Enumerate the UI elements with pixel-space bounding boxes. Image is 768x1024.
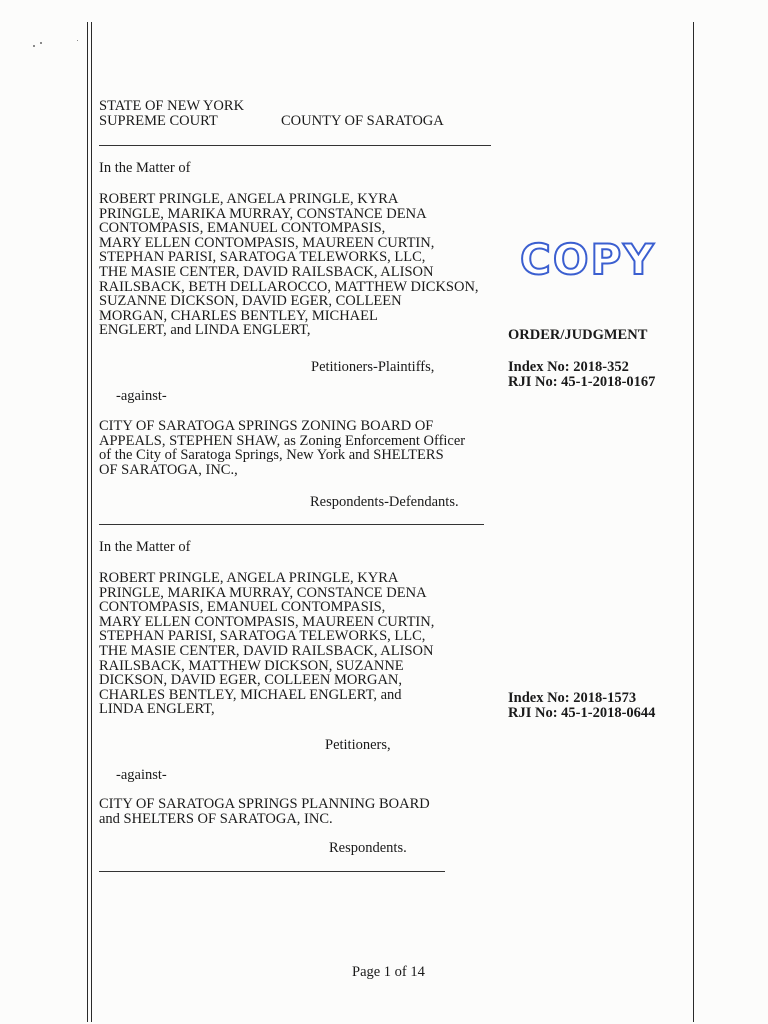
scan-speck bbox=[33, 45, 35, 47]
case1-against: -against- bbox=[116, 388, 167, 404]
caption-divider-middle bbox=[99, 524, 484, 525]
case2-petitioners-line: MARY ELLEN CONTOMPASIS, MAUREEN CURTIN, bbox=[99, 613, 435, 630]
case1-petitioners-line: THE MASIE CENTER, DAVID RAILSBACK, ALISON bbox=[99, 263, 434, 280]
case2-petitioners-line: DICKSON, DAVID EGER, COLLEEN MORGAN, bbox=[99, 672, 403, 689]
case1-rji-number: RJI No: 45-1-2018-0167 bbox=[508, 374, 656, 390]
case2-petitioners-line: THE MASIE CENTER, DAVID RAILSBACK, ALISON bbox=[99, 642, 434, 659]
scan-speck bbox=[77, 40, 78, 41]
case2-petitioners-line: STEPHAN PARISI, SARATOGA TELEWORKS, LLC, bbox=[99, 628, 426, 645]
case1-petitioners-line: SUZANNE DICKSON, DAVID EGER, COLLEEN bbox=[99, 293, 402, 310]
case1-respondents-line: of the City of Saratoga Springs, New York and SHELTERS bbox=[99, 447, 444, 464]
case2-respondents-block bbox=[99, 797, 430, 826]
case1-petitioners-role: Petitioners-Plaintiffs, bbox=[311, 359, 435, 375]
case2-petitioners-block bbox=[99, 571, 434, 717]
case1-respondents-line: OF SARATOGA, INC., bbox=[99, 461, 238, 478]
caption-divider-top bbox=[99, 145, 491, 146]
case2-respondents-role: Respondents. bbox=[329, 840, 407, 856]
case2-petitioners-line: LINDA ENGLERT, bbox=[99, 701, 215, 718]
county-heading: COUNTY OF SARATOGA bbox=[281, 113, 444, 129]
case1-index-number: Index No: 2018-352 bbox=[508, 359, 629, 375]
case1-petitioners-line: MORGAN, CHARLES BENTLEY, MICHAEL bbox=[99, 307, 378, 324]
case2-petitioners-line: RAILSBACK, MATTHEW DICKSON, SUZANNE bbox=[99, 657, 404, 674]
case1-petitioners-block bbox=[99, 192, 479, 338]
case1-respondents-line: CITY OF SARATOGA SPRINGS ZONING BOARD OF bbox=[99, 418, 434, 434]
case1-petitioners-line: CONTOMPASIS, EMANUEL CONTOMPASIS, bbox=[99, 220, 386, 237]
right-margin-rule bbox=[693, 22, 694, 1022]
copy-stamp: COPY bbox=[520, 235, 656, 284]
left-margin-rule-inner bbox=[91, 22, 92, 1022]
state-heading: STATE OF NEW YORK bbox=[99, 98, 245, 114]
left-margin-rule bbox=[87, 22, 88, 1022]
case2-petitioners-line: PRINGLE, MARIKA MURRAY, CONSTANCE DENA bbox=[99, 584, 427, 601]
page-number: Page 1 of 14 bbox=[352, 964, 425, 980]
case2-matter-intro: In the Matter of bbox=[99, 539, 191, 555]
case2-respondents-line: and SHELTERS OF SARATOGA, INC. bbox=[99, 810, 333, 827]
document-title: ORDER/JUDGMENT bbox=[508, 327, 648, 343]
case2-petitioners-line: CHARLES BENTLEY, MICHAEL ENGLERT, and bbox=[99, 686, 402, 703]
case1-petitioners-line: ENGLERT, and LINDA ENGLERT, bbox=[99, 322, 311, 339]
case1-petitioners-line: PRINGLE, MARIKA MURRAY, CONSTANCE DENA bbox=[99, 205, 427, 222]
court-heading: SUPREME COURT bbox=[99, 113, 218, 129]
case2-petitioners-role: Petitioners, bbox=[325, 737, 391, 753]
case1-petitioners-line: STEPHAN PARISI, SARATOGA TELEWORKS, LLC, bbox=[99, 249, 426, 266]
case2-index-number: Index No: 2018-1573 bbox=[508, 690, 637, 706]
case2-against: -against- bbox=[116, 767, 167, 783]
case1-respondents-block bbox=[99, 419, 465, 477]
case2-rji-number: RJI No: 45-1-2018-0644 bbox=[508, 705, 656, 721]
case2-petitioners-line: CONTOMPASIS, EMANUEL CONTOMPASIS, bbox=[99, 599, 386, 616]
scan-speck bbox=[40, 42, 42, 44]
case1-respondents-line: APPEALS, STEPHEN SHAW, as Zoning Enforcement Officer bbox=[99, 432, 466, 449]
case2-respondents-line: CITY OF SARATOGA SPRINGS PLANNING BOARD bbox=[99, 796, 430, 812]
case1-petitioners-line: MARY ELLEN CONTOMPASIS, MAUREEN CURTIN, bbox=[99, 234, 435, 251]
case1-respondents-role: Respondents-Defendants. bbox=[310, 494, 459, 510]
caption-divider-bottom bbox=[99, 871, 445, 872]
case1-matter-intro: In the Matter of bbox=[99, 160, 191, 176]
case1-petitioners-line: ROBERT PRINGLE, ANGELA PRINGLE, KYRA bbox=[99, 191, 399, 207]
case2-petitioners-line: ROBERT PRINGLE, ANGELA PRINGLE, KYRA bbox=[99, 570, 399, 586]
case1-petitioners-line: RAILSBACK, BETH DELLAROCCO, MATTHEW DICKSON, bbox=[99, 278, 479, 295]
